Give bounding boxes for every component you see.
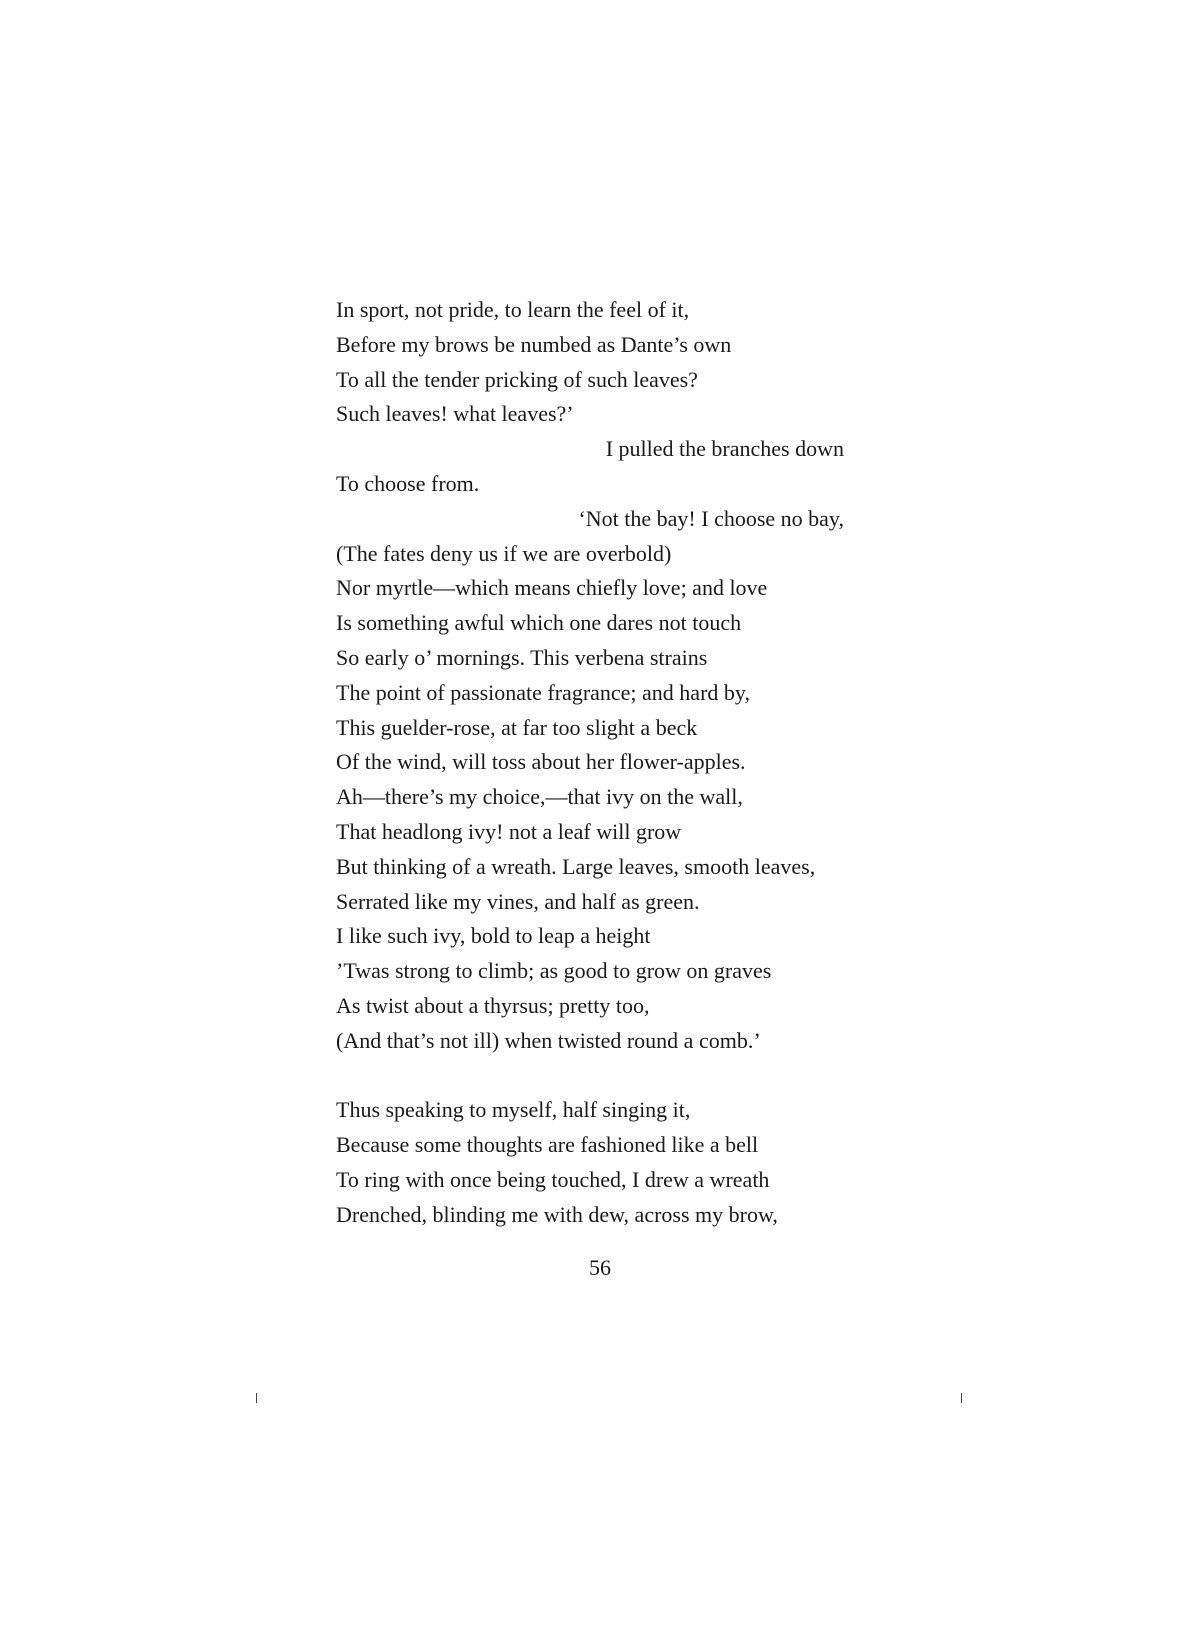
poem-line: That headlong ivy! not a leaf will grow (336, 818, 682, 844)
poem-line: As twist about a thyrsus; pretty too, (336, 992, 650, 1018)
poem-line: (The fates deny us if we are overbold) (336, 540, 672, 566)
poem-line: ’Twas strong to climb; as good to grow on graves (336, 958, 772, 984)
poem-line: To ring with once being touched, I drew a wreath (336, 1166, 770, 1192)
poem-line: Thus speaking to myself, half singing it, (336, 1097, 691, 1123)
poem-line: Before my brows be numbed as Dante’s own (336, 331, 732, 357)
crop-mark-right (961, 1393, 962, 1403)
poem-line: In sport, not pride, to learn the feel of it, (336, 297, 690, 322)
poem-line: Such leaves! what leaves?’ (336, 401, 574, 427)
stanza-break (336, 1059, 856, 1094)
poem-text (336, 293, 856, 1233)
page-number: 56 (589, 1255, 611, 1280)
poem-line: To choose from. (336, 470, 480, 496)
poem-line: Is something awful which one dares not touch (336, 610, 742, 636)
poem-line: The point of passionate fragrance; and hard by, (336, 679, 750, 705)
poem-line: Drenched, blinding me with dew, across my brow, (336, 1201, 778, 1227)
poem-line: So early o’ mornings. This verbena strains (336, 644, 708, 670)
poem-line: Of the wind, will toss about her flower-apples. (336, 749, 746, 775)
poem-line: Serrated like my vines, and half as green. (336, 888, 700, 914)
poem-line: But thinking of a wreath. Large leaves, smooth leaves, (336, 853, 816, 879)
poem-line: This guelder-rose, at far too slight a beck (336, 714, 698, 740)
poem-line-indented: ‘Not the bay! I choose no bay, (578, 505, 844, 531)
poem-line: Because some thoughts are fashioned like a bell (336, 1132, 759, 1158)
poem-line: Ah—there’s my choice,—that ivy on the wall, (336, 784, 743, 810)
poem-line: Nor myrtle—which means chiefly love; and love (336, 575, 768, 601)
poem-line: (And that’s not ill) when twisted round a comb.’ (336, 1027, 761, 1053)
crop-mark-left (256, 1393, 257, 1403)
poem-line: I like such ivy, bold to leap a height (336, 923, 651, 949)
poem-line-indented: I pulled the branches down (605, 436, 844, 462)
poem-line: To all the tender pricking of such leaves? (336, 366, 698, 392)
